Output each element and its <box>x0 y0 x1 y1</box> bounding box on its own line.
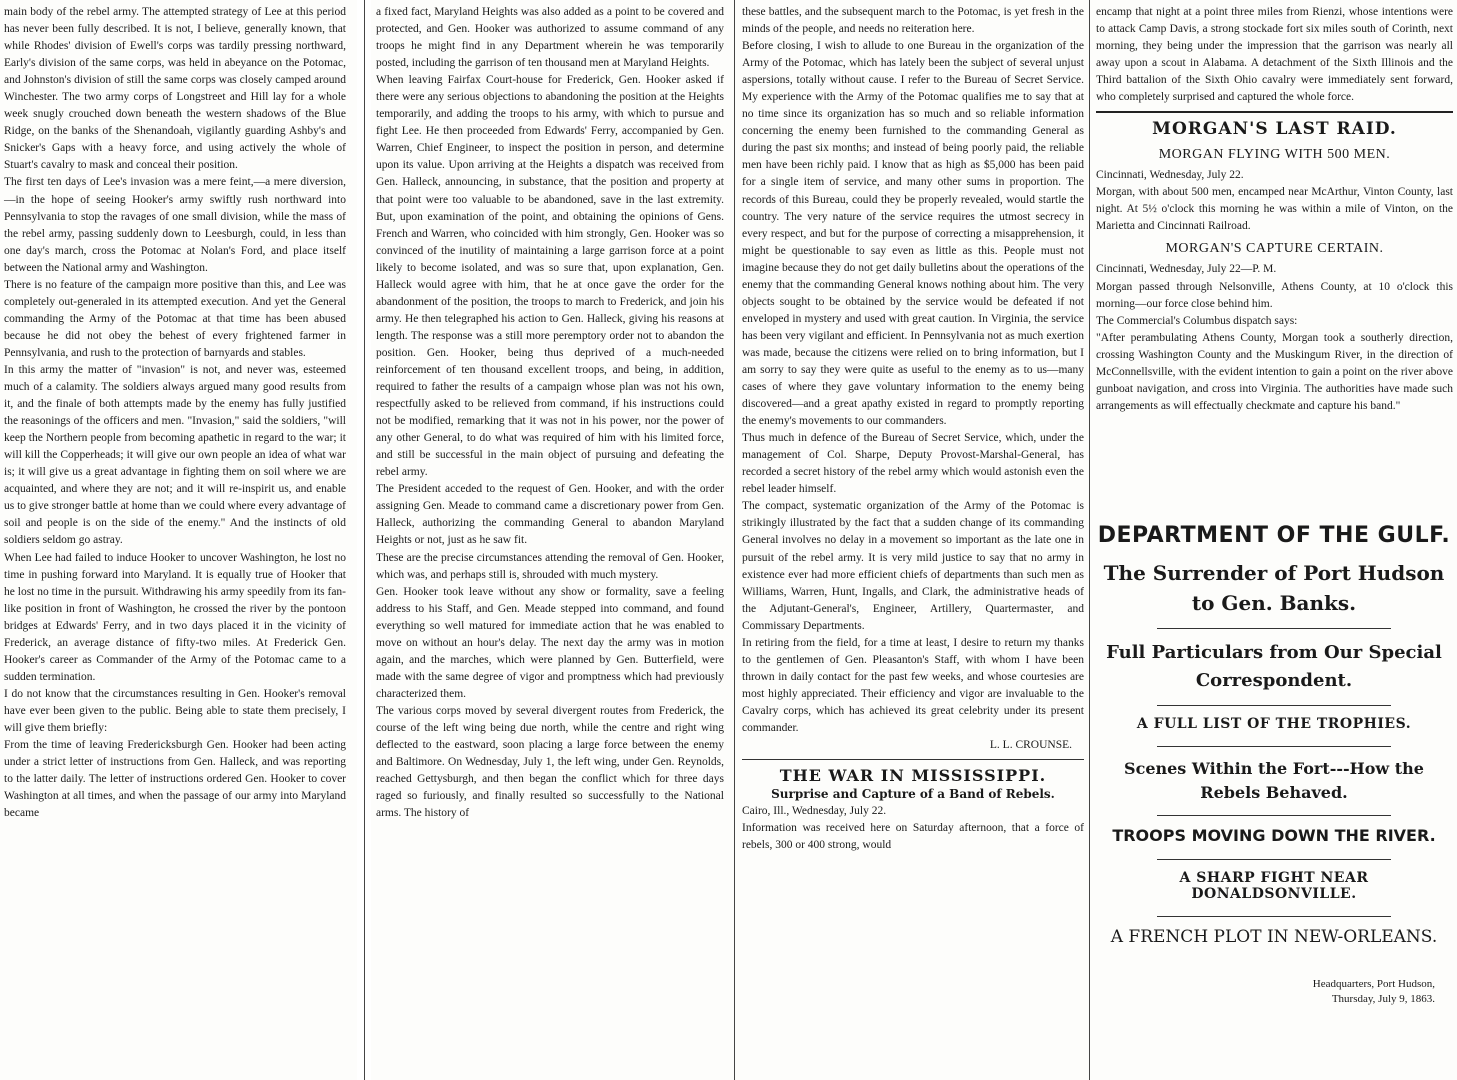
col2-paragraph: a fixed fact, Maryland Heights was also added as a point to be covered and protected, and Gen. Hooker was authorized to assume command of any troops he might find in any Department wherein he was temporarily posted, including the garrison of ten thousand men at Maryland Heights. <box>376 6 724 70</box>
section-divider <box>1096 111 1453 113</box>
morgan-capture-dateline: Cincinnati, Wednesday, July 22—P. M. <box>1096 263 1277 276</box>
war-mississippi-dateline: Cairo, Ill., Wednesday, July 22. <box>742 805 887 818</box>
commercial-dispatch-intro: The Commercial's Columbus dispatch says: <box>1096 314 1298 327</box>
gulf-title: DEPARTMENT OF THE GULF. <box>1097 523 1451 548</box>
gulf-troops-heading: TROOPS MOVING DOWN THE RIVER. <box>1112 826 1436 845</box>
col3-paragraph: The compact, systematic organization of the Army of the Potomac is strikingly illustrated by the fact that a sudden change of its commanding General involves no delay in a movement so important as the late one in pursuit of the rebel army. It is very mild justice to say that no army in existence ever had more efficient chiefs of departments than such men as Williams, Warren, Hunt, Ingalls, and Clark, the administrative heads of the Adjutant-General's, Engineer, Artillery, Quartermaster, and Commissary Departments. <box>742 500 1084 632</box>
column-2 <box>372 0 730 1080</box>
morgan-flying-heading: MORGAN FLYING WITH 500 MEN. <box>1158 147 1391 163</box>
gulf-scenes-heading: Scenes Within the Fort---How the Rebels Behaved. <box>1124 759 1424 802</box>
column-3 <box>738 0 1090 1080</box>
war-mississippi-paragraph: Information was received here on Saturday afternoon, that a force of rebels, 300 or 400 strong, would <box>742 822 1084 852</box>
col1-paragraph: From the time of leaving Fredericksburgh Gen. Hooker had been acting under a strict letter of instructions from Gen. Halleck, and was reporting to the latter daily. The letter of instructions ordered Gen. Hooker to cover Washington at all times, and when the passage of our army into Maryland became <box>4 739 346 820</box>
commercial-dispatch-quote: "After perambulating Athens County, Morgan took a southerly direction, crossing Washington County and the Muskingum River, in the direction of McConnellsville, with the evident intention to gain a point on the river above gunboat navigation, and cross into Virginia. The authorities have made such arrangements as will effectually checkmate and capture his band." <box>1096 331 1453 412</box>
col3-paragraph: Thus much in defence of the Bureau of Secret Service, which, under the management of Col. Sharpe, Deputy Provost-Marshal-General, has recorded a secret history of the rebel army which would astonish even the rebel leader himself. <box>742 432 1084 496</box>
gulf-port-hudson-heading: The Surrender of Port Hudson to Gen. Banks. <box>1103 561 1445 615</box>
col2-paragraph: When leaving Fairfax Court-house for Frederick, Gen. Hooker asked if there were any serious objections to abandoning the position at the Heights temporarily, and adding the troops to his army, with which to pursue and fight Lee. He then proceeded from Edwards' Ferry, accompanied by Gen. Warren, Chief Engineer, to inspect the position in person, and determine upon its value. Upon arriving at the Heights a dispatch was received from Gen. Halleck, announcing, in substance, that the position and property at that point were too valuable to be abandoned, save in the last extremity. But, upon examination of the point, and obtaining the opinions of Gens. French and Warren, who coincided with him strongly, Gen. Hooker was so convinced of the inutility of maintaining a large garrison force at a point likely to become isolated, and was so sure that, upon explanation, Gen. Halleck would agree with him, that he at once gave the order for the abandonment of the position, the troops to march to Frederick, and join his army. He then telegraphed his action to Gen. Halleck, giving his reasons at length. The response was a still more peremptory order not to abandon the position. Gen. Hooker, being thus deprived of a much-needed reinforcement of ten thousand excellent troops, and being, in addition, required to father the results of a campaign whose plan was not his own, respectfully asked to be relieved from command, if his instructions could not be modified, remarking that it was not in his power, nor the power of any other General, to do what was required of him with his limited force, and still be successful in the main object of pursuing and defeating the rebel army. <box>376 74 724 479</box>
gulf-hq-line1: Headquarters, Port Hudson, <box>1312 978 1435 990</box>
col4-top-paragraph: encamp that night at a point three miles from Rienzi, whose intentions were to attack Camp Davis, a strong stockade fort six miles south of Corinth, next morning, they being under the impression that the garrison was nearly all away upon a scout in Alabama. A detachment of the Sixth Illinois and the Third battalion of the Sixth Ohio cavalry were immediately sent forward, who completely surprised and captured the whole force. <box>1096 6 1453 104</box>
morgan-flying-dateline: Cincinnati, Wednesday, July 22. <box>1096 169 1244 182</box>
col2-paragraph: These are the precise circumstances attending the removal of Gen. Hooker, which was, and perhaps still is, shrouded with much mystery. <box>376 551 724 581</box>
gulf-hq-line2: Thursday, July 9, 1863. <box>1331 993 1435 1005</box>
section-divider <box>1157 916 1391 917</box>
col3-paragraph: these battles, and the subsequent march to the Potomac, is yet fresh in the minds of the people, and needs no reiteration here. <box>742 6 1084 36</box>
gulf-sharp-fight-heading: A SHARP FIGHT NEAR DONALDSONVILLE. <box>1179 870 1369 902</box>
gulf-trophies-heading: A FULL LIST OF THE TROPHIES. <box>1136 716 1412 732</box>
morgan-capture-paragraph: Morgan passed through Nelsonville, Athens County, at 10 o'clock this morning—our force close behind him. <box>1096 280 1453 310</box>
col1-paragraph: main body of the rebel army. The attempted strategy of Lee at this period has never been fully described. It is not, I believe, generally known, that while Rhodes' division of Ewell's corps was tardily pressing northward, Early's division of the same corps, was held in abeyance on the Potomac, and Johnston's division of still the same corps was closely camped around Winchester. The two army corps of Longstreet and Hill lay for a whole week snugly crouched down beneath the western shadows of the Blue Ridge, on the banks of the Shenandoah, vigilantly guarding Ashby's and Snicker's Gaps with a heavy force, and using actively the whole of Stuart's cavalry to mask and conceal their position. <box>4 6 346 172</box>
section-divider <box>1157 859 1391 860</box>
section-divider <box>742 759 1084 760</box>
col1-paragraph: There is no feature of the campaign more positive than this, and Lee was completely out-generaled in its attempted execution. And yet the General commanding the Army of the Potomac at that time has been abused because he did not obey the behest of every frightened farmer in Pennsylvania, and rush to the protection of barnyards and stables. <box>4 278 346 359</box>
col3-paragraph: In retiring from the field, for a time at least, I desire to return my thanks to the gentlemen of Gen. Pleasanton's Staff, with whom I have been thrown in daily contact for the past few weeks, and whose courtesies are most highly appreciated. Their efficiency and vigor are invaluable to the Cavalry corps, which has achieved its great celebrity under its present commander. <box>742 636 1084 734</box>
col2-paragraph: The various corps moved by several divergent routes from Frederick, the course of the left wing being due north, while the centre and right wing deflected to the eastward, soon placing a large force between the enemy and Baltimore. On Wednesday, July 1, the left wing, under Gen. Reynolds, reached Gettysburgh, and then began the conflict which for three days raged so furiously, and finally resulted so successfully to the National arms. The history of <box>376 704 724 820</box>
morgan-raid-heading: MORGAN'S LAST RAID. <box>1152 119 1397 140</box>
section-divider <box>1157 815 1391 816</box>
gulf-particulars-heading: Full Particulars from Our Special Correspondent. <box>1106 642 1442 691</box>
section-divider <box>1157 746 1391 747</box>
col2-paragraph: Gen. Hooker took leave without any show or formality, save a feeling address to his Staff, and Gen. Meade stepped into command, and found everything so well matured for immediate action that he was enabled to move on without an hour's delay. The next day the army was in motion again, and the marches, which were planned by Gen. Butterfield, were made with the same degree of vigor and promptness which had previously characterized them. <box>376 585 724 700</box>
column-rule <box>364 0 365 1080</box>
col1-paragraph: In this army the matter of "invasion" is not, and never was, esteemed much of a calamity. The soldiers always argued many good results from it, and the finale of both attempts made by the enemy has fully justified the reasonings of the officers and men. "Invasion," said the soldiers, "will keep the Northern people from becoming apathetic in regard to the war; it will kill the Copperheads; it will give our own people an idea of what war is; it will give us a great advantage in fighting them on soil where we are acquainted, and where they are not; and it will re-inspirit us, and enable us to give stronger battle at home than we could where every advantage of soil and people is on the side of the enemy." And the instincts of old soldiers seldom go astray. <box>4 363 347 547</box>
col2-paragraph: The President acceded to the request of Gen. Hooker, and with the order assigning Gen. Meade to command came a discretionary power from Gen. Halleck, authorizing the commanding General to abandon Maryland Heights or not, just as he saw fit. <box>376 483 724 547</box>
section-divider <box>1157 705 1391 706</box>
department-gulf-section <box>1097 517 1451 1007</box>
signature: L. L. CROUNSE. <box>989 739 1072 752</box>
col1-paragraph: I do not know that the circumstances resulting in Gen. Hooker's removal have ever been given to the public. Being able to state them precisely, I will give them briefly: <box>4 687 346 734</box>
col3-paragraph: Before closing, I wish to allude to one Bureau in the organization of the Army of the Potomac, which has lately been the subject of several unjust aspersions, totally without cause. I refer to the Bureau of Secret Service. My experience with the Army of the Potomac qualifies me to say that at no time since its organization has so much and so reliable information concerning the enemy been furnished to the commanding General as during the past six months; and instead of being poorly paid, the reliable men have been richly paid. I know that as high as $5,000 has been paid for a single item of service, and many other sums in proportion. The records of this Bureau, could they be properly revealed, would startle the country. The very nature of the service requires the utmost secrecy in every respect, and but for the purpose of correcting a misapprehension, it might be questionable to say even as little as this. People must not imagine because they do not get daily bulletins about the operations of the enemy that the commanding General knows nothing about him. The very objects sought to be obtained by the service would be defeated if not enveloped in mystery and used with great caution. In Virginia, the service has been very vigilant and efficient. In Pennsylvania not as much exertion was made, because the citizens were relied on to bring information, but I am sorry to say they were quite as useful to the enemy as to us—many cases of where they gave voluntary information to the enemy being discovered—and a great apathy existed in regard to promptly reporting the enemy's movements to our commanders. <box>742 40 1084 428</box>
gulf-french-plot-heading: A FRENCH PLOT IN NEW-ORLEANS. <box>1110 927 1438 947</box>
section-divider <box>1157 628 1391 629</box>
morgan-capture-heading: MORGAN'S CAPTURE CERTAIN. <box>1165 241 1384 257</box>
war-mississippi-heading: THE WAR IN MISSISSIPPI. <box>779 766 1047 786</box>
column-1 <box>0 0 352 1080</box>
col1-paragraph: The first ten days of Lee's invasion was a mere feint,—a mere diversion,—in the hope of seeing Hooker's army swiftly rush northward into Pennsylvania to stop the ravages of one small division, while the mass of the rebel army, passing suddenly down to Leesburgh, could, in less than one day's march, cross the Potomac at Nolan's Ford, and place itself between the National army and Washington. <box>4 176 346 274</box>
column-rule <box>734 0 735 1080</box>
col1-paragraph: When Lee had failed to induce Hooker to uncover Washington, he lost no time in pushing forward into Maryland. It is equally true of Hooker that he lost no time in the pursuit. Withdrawing his army speedily from its fan-like position in front of Washington, he crossed the river by the pontoon bridges at Edwards' Ferry, and in two days placed it in the vicinity of Frederick, an average distance of fifty-two miles. At Frederick Gen. Hooker's career as Commander of the Army of the Potomac came to a sudden termination. <box>4 551 346 683</box>
morgan-flying-paragraph: Morgan, with about 500 men, encamped near McArthur, Vinton County, last night. At 5½ o'clock this morning he was within a mile of Vinton, on the Marietta and Cincinnati Railroad. <box>1096 186 1453 233</box>
war-mississippi-subheading: Surprise and Capture of a Band of Rebels. <box>771 787 1055 802</box>
column-rule <box>1089 0 1090 1080</box>
gulf-headquarters-dateline <box>1097 977 1435 1007</box>
